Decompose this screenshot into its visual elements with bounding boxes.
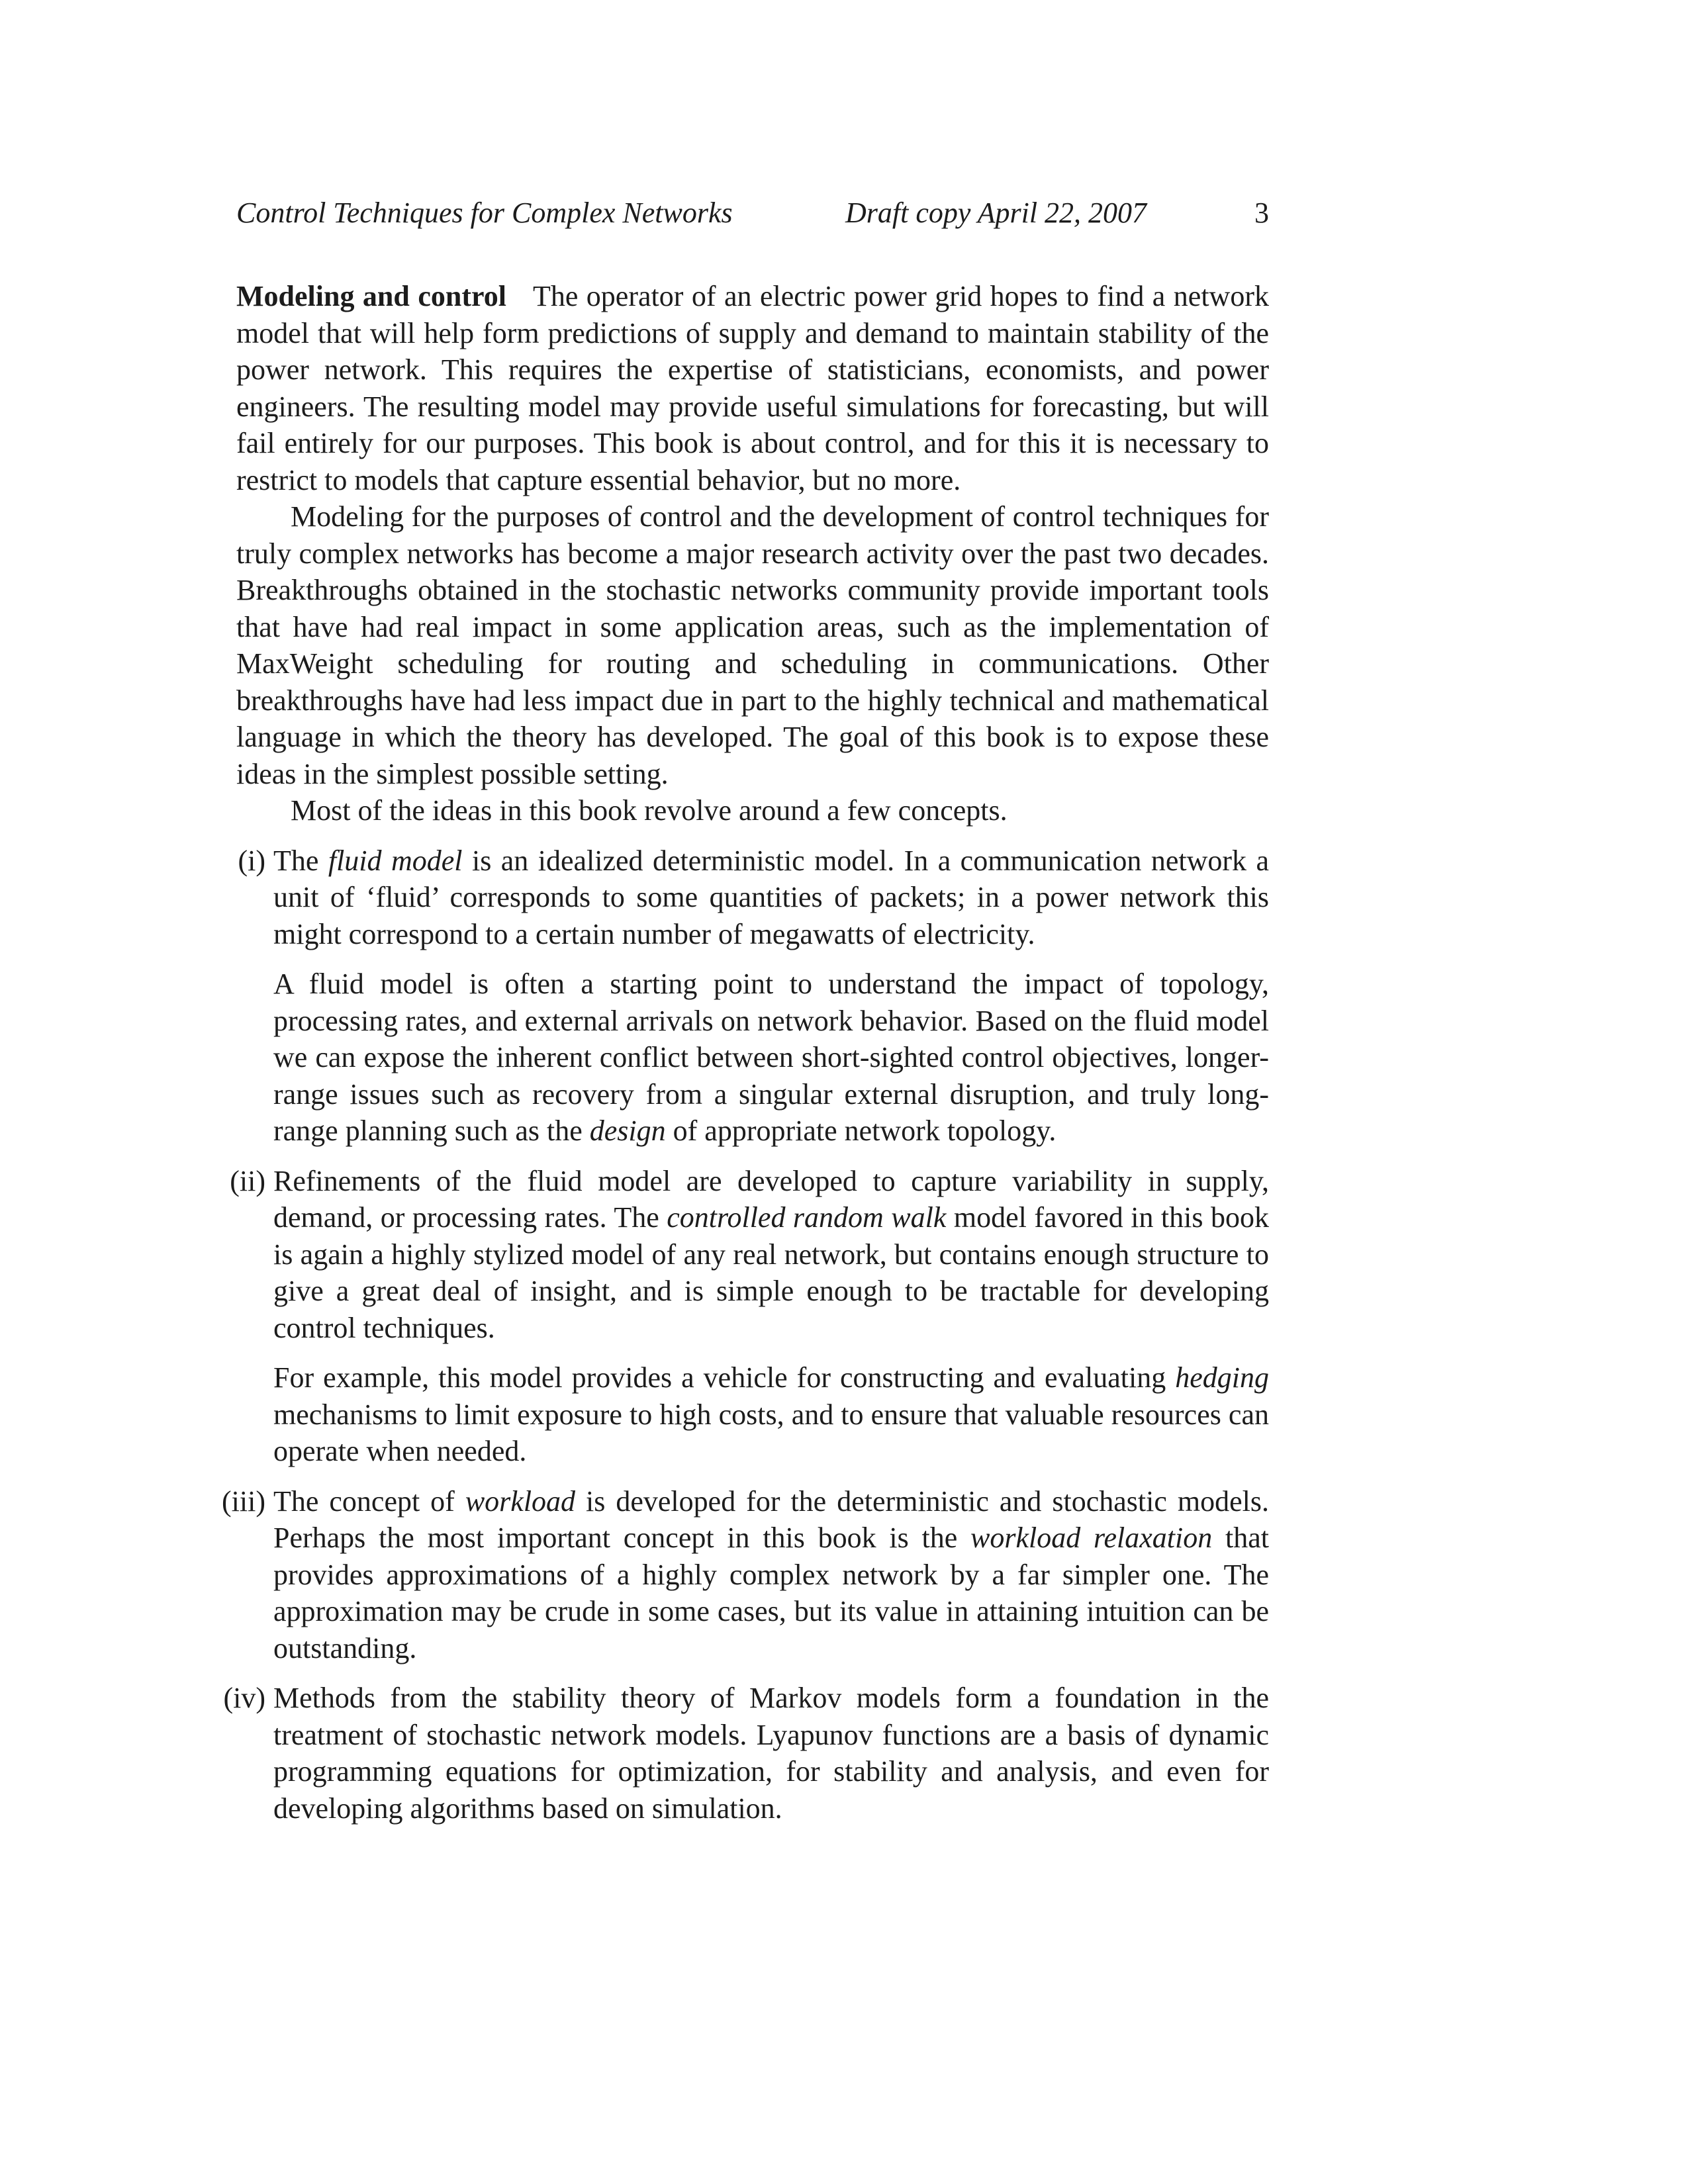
- text-run: is developed for the deterministic and stochastic models. Perhaps the most important concept in this book is the: [273, 1484, 1269, 1554]
- list-marker: (iv): [223, 1682, 265, 1714]
- list-item-paragraph: [273, 1680, 1269, 1827]
- text-run: Methods from the stability theory of Markov models form a foundation in the treatment of stochastic network models. Lyapunov functions are a basis of dynamic programming equations for optimization, for stability and analysis, and even for developing algorithms based on simulation.: [273, 1682, 1269, 1825]
- emphasis: fluid model: [328, 844, 463, 877]
- paragraph-modeling-and-control: [236, 278, 1269, 498]
- list-item-paragraph: [273, 1163, 1269, 1347]
- list-item-paragraph: [273, 1483, 1269, 1667]
- list-item-paragraph: [273, 1359, 1269, 1470]
- list-marker: (ii): [230, 1164, 265, 1197]
- emphasis: controlled random walk: [667, 1201, 947, 1234]
- paragraph-concepts-intro: Most of the ideas in this book revolve around a few concepts.: [291, 794, 1008, 827]
- paragraph-text: The operator of an electric power grid hopes to find a network model that will help form predictions of supply and demand to maintain stability of the power network. This requires the expertise of statisticians, economists, and power engineers. The resulting model may provide useful simulations for forecasting, but will fail entirely for our purposes. This book is about control, and for this it is necessary to restrict to models that capture essential behavior, but no more.: [236, 280, 1269, 496]
- text-run: A fluid model is often a starting point to understand the impact of topology, processing rates, and external arrivals on network behavior. Based on the fluid model we can expose the inherent conflict between short-sighted control objectives, longer-range issues such as recovery from a singular external disruption, and truly long-range planning such as the: [273, 968, 1269, 1147]
- list-marker: (iii): [222, 1484, 265, 1518]
- text-run: Refinements of the fluid model are developed to capture variability in supply, demand, or processing rates. The: [273, 1164, 1269, 1234]
- list-item: [236, 842, 1269, 1150]
- draft-date: Draft copy April 22, 2007: [845, 197, 1147, 229]
- text-run: For example, this model provides a vehicle for constructing and evaluating: [273, 1361, 1176, 1394]
- emphasis: hedging: [1175, 1361, 1269, 1394]
- text-run: The: [273, 844, 328, 877]
- list-item-paragraph: [273, 842, 1269, 953]
- list-item-paragraph: [273, 966, 1269, 1150]
- list-item: [230, 1163, 1269, 1470]
- page-number: 3: [1254, 197, 1269, 229]
- text-run: model favored in this book is again a highly stylized model of any real network, but contains enough structure to give a great deal of insight, and is simple enough to be tractable for developing control techniques.: [273, 1201, 1269, 1344]
- text-run: The concept of: [273, 1484, 465, 1518]
- list-item: [222, 1483, 1270, 1667]
- concept-list: [222, 842, 1270, 1827]
- run-in-heading: Modeling and control: [236, 280, 506, 312]
- running-title: Control Techniques for Complex Networks: [236, 197, 733, 229]
- text-run: of appropriate network topology.: [665, 1115, 1056, 1147]
- text-run: is an idealized deterministic model. In a communication network a unit of ‘fluid’ corresponds to some quantities of packets; in a power network this might correspond to a certain number of megawatts of electricity.: [273, 844, 1269, 950]
- text-run: mechanisms to limit exposure to high costs, and to ensure that valuable resources can operate when needed.: [273, 1398, 1269, 1467]
- text-run: that provides approximations of a highly complex network by a far simpler one. The approximation may be crude in some cases, but its value in attaining intuition can be outstanding.: [273, 1522, 1270, 1664]
- body-text: [222, 278, 1270, 1827]
- paragraph-research-activity: Modeling for the purposes of control and the development of control techniques for truly complex networks has become a major research activity over the past two decades. Breakthroughs obtained in the stochastic networks community provide important tools that have had real impact in some application areas, such as the implementation of MaxWeight scheduling for routing and scheduling in communications. Other breakthroughs have had less impact due in part to the highly technical and mathematical language in which the theory has developed. The goal of this book is to expose these ideas in the simplest possible setting.: [236, 500, 1269, 790]
- list-item: [223, 1680, 1269, 1827]
- page-header: [236, 193, 1269, 233]
- emphasis: workload relaxation: [970, 1522, 1213, 1554]
- list-marker: (i): [238, 844, 265, 877]
- emphasis: design: [589, 1115, 666, 1147]
- emphasis: workload: [465, 1484, 576, 1518]
